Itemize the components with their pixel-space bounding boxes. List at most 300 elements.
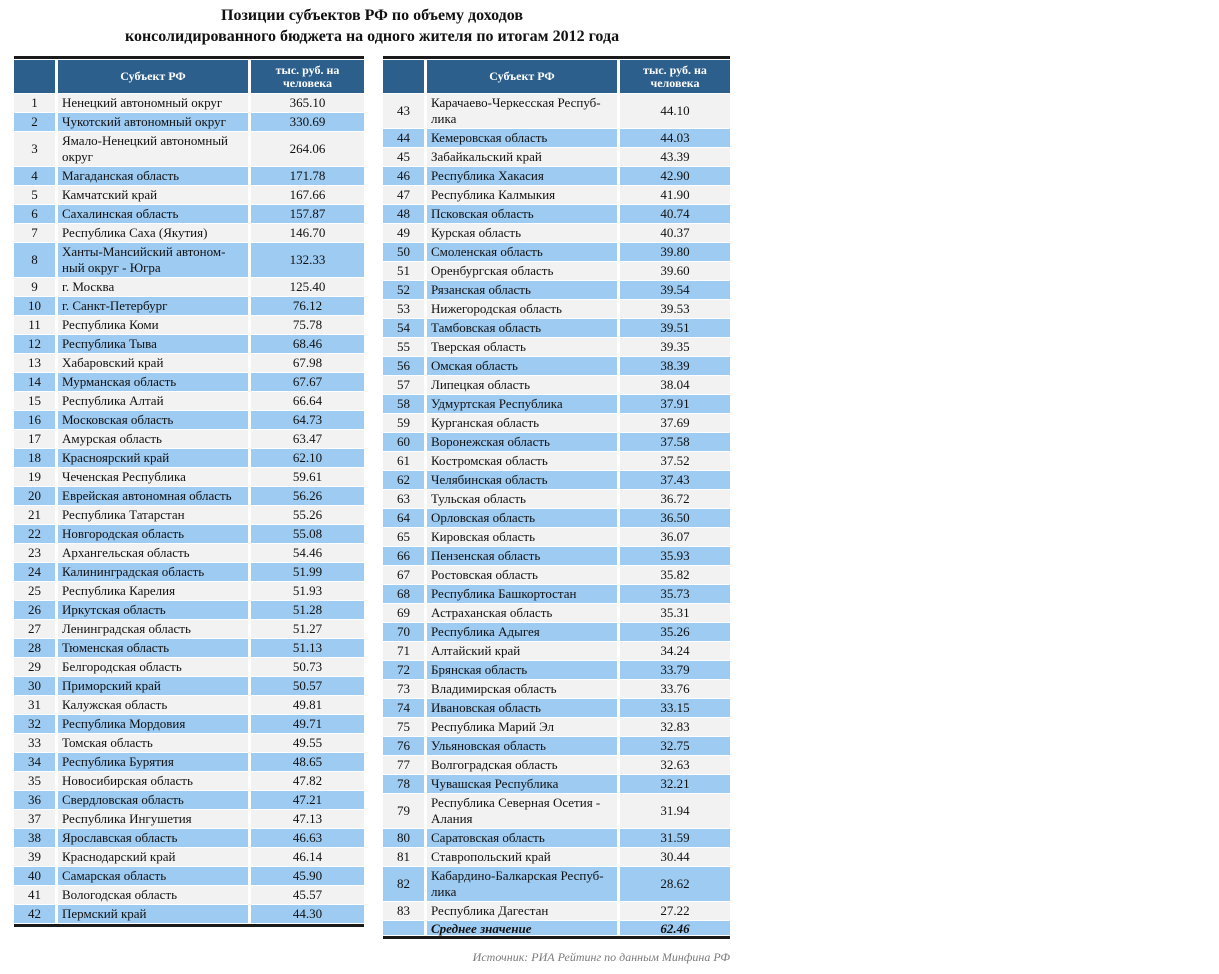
rank-cell: 13 [14, 354, 58, 372]
rank-cell: 82 [383, 867, 427, 901]
rank-cell: 47 [383, 186, 427, 204]
rank-cell: 28 [14, 639, 58, 657]
value-cell: 51.27 [251, 620, 364, 638]
header-subject: Субъект РФ [58, 60, 251, 93]
subject-cell: Республика Ингушетия [58, 810, 251, 828]
rank-cell: 61 [383, 452, 427, 470]
value-cell: 46.63 [251, 829, 364, 847]
table-row [14, 905, 364, 923]
subject-cell: Самарская область [58, 867, 251, 885]
subject-cell: Республика Хакасия [427, 167, 620, 185]
rank-cell: 7 [14, 224, 58, 242]
rank-cell: 66 [383, 547, 427, 565]
subject-cell: Калужская область [58, 696, 251, 714]
value-cell: 365.10 [251, 94, 364, 112]
rank-cell: 76 [383, 737, 427, 755]
subject-cell: Кировская область [427, 528, 620, 546]
table-row [14, 487, 364, 505]
value-cell: 32.21 [620, 775, 730, 793]
table-row [383, 775, 730, 793]
subject-cell: Камчатский край [58, 186, 251, 204]
subject-cell: Сахалинская область [58, 205, 251, 223]
table-row [14, 715, 364, 733]
value-cell: 157.87 [251, 205, 364, 223]
value-cell: 171.78 [251, 167, 364, 185]
table-row [383, 528, 730, 546]
rank-cell: 62 [383, 471, 427, 489]
subject-cell: Саратовская область [427, 829, 620, 847]
rank-cell: 71 [383, 642, 427, 660]
rank-cell: 20 [14, 487, 58, 505]
subject-cell: Кабардино-Балкарская Респуб-лика [427, 867, 620, 901]
value-cell: 46.14 [251, 848, 364, 866]
subject-cell: Астраханская область [427, 604, 620, 622]
rank-cell: 21 [14, 506, 58, 524]
subject-cell: Новгородская область [58, 525, 251, 543]
table-row [14, 373, 364, 391]
subject-cell: Оренбургская область [427, 262, 620, 280]
value-cell: 37.52 [620, 452, 730, 470]
subject-cell: Архангельская область [58, 544, 251, 562]
table-row [383, 452, 730, 470]
ranking-table-left [14, 56, 364, 927]
table-row [383, 243, 730, 261]
subject-cell: Ульяновская область [427, 737, 620, 755]
rank-cell: 15 [14, 392, 58, 410]
value-cell: 39.35 [620, 338, 730, 356]
subject-cell: Красноярский край [58, 449, 251, 467]
value-cell: 125.40 [251, 278, 364, 296]
subject-cell: Волгоградская область [427, 756, 620, 774]
rank-cell: 4 [14, 167, 58, 185]
rank-cell: 10 [14, 297, 58, 315]
rank-cell: 77 [383, 756, 427, 774]
table-row [14, 205, 364, 223]
rank-cell: 38 [14, 829, 58, 847]
value-cell: 38.04 [620, 376, 730, 394]
subject-cell: Костромская область [427, 452, 620, 470]
subject-cell: Ставропольский край [427, 848, 620, 866]
subject-cell: Иркутская область [58, 601, 251, 619]
subject-cell: Республика Тыва [58, 335, 251, 353]
value-cell: 49.81 [251, 696, 364, 714]
value-cell: 50.73 [251, 658, 364, 676]
table-row [14, 224, 364, 242]
value-cell: 31.59 [620, 829, 730, 847]
value-cell: 35.82 [620, 566, 730, 584]
table-row [14, 829, 364, 847]
table-row [14, 867, 364, 885]
value-cell: 40.74 [620, 205, 730, 223]
subject-cell: Омская область [427, 357, 620, 375]
value-cell: 30.44 [620, 848, 730, 866]
value-cell: 35.31 [620, 604, 730, 622]
table-row [14, 243, 364, 277]
value-cell: 50.57 [251, 677, 364, 695]
subject-cell: Республика Калмыкия [427, 186, 620, 204]
rank-cell: 74 [383, 699, 427, 717]
value-cell: 47.21 [251, 791, 364, 809]
value-cell: 44.10 [620, 94, 730, 128]
rank-cell: 17 [14, 430, 58, 448]
rank-cell: 30 [14, 677, 58, 695]
rank-cell: 27 [14, 620, 58, 638]
rank-cell: 14 [14, 373, 58, 391]
table-row [383, 829, 730, 847]
header-rank [14, 60, 58, 93]
rank-cell: 78 [383, 775, 427, 793]
table-row [383, 148, 730, 166]
subject-cell: Республика Алтай [58, 392, 251, 410]
rank-cell: 75 [383, 718, 427, 736]
table-row [14, 430, 364, 448]
rank-cell: 59 [383, 414, 427, 432]
rank-cell: 80 [383, 829, 427, 847]
subject-cell: Тамбовская область [427, 319, 620, 337]
table-row [14, 791, 364, 809]
value-cell: 55.26 [251, 506, 364, 524]
value-cell: 264.06 [251, 132, 364, 166]
rank-cell: 46 [383, 167, 427, 185]
table-row [383, 205, 730, 223]
table-row [14, 411, 364, 429]
subject-cell: Владимирская область [427, 680, 620, 698]
table-row [14, 601, 364, 619]
table-row [383, 94, 730, 128]
subject-cell: Белгородская область [58, 658, 251, 676]
subject-cell: Тульская область [427, 490, 620, 508]
subject-cell: Республика Дагестан [427, 902, 620, 920]
table-row [14, 506, 364, 524]
table-row [383, 414, 730, 432]
subject-cell: Курская область [427, 224, 620, 242]
table-row [14, 525, 364, 543]
subject-cell: Республика Северная Осетия - Алания [427, 794, 620, 828]
table-row [14, 297, 364, 315]
value-cell: 39.60 [620, 262, 730, 280]
table-row [383, 585, 730, 603]
table-row [383, 794, 730, 828]
value-cell: 39.80 [620, 243, 730, 261]
table-row [383, 224, 730, 242]
table-row [383, 471, 730, 489]
value-cell: 45.90 [251, 867, 364, 885]
subject-cell: Новосибирская область [58, 772, 251, 790]
value-cell: 51.99 [251, 563, 364, 581]
rank-cell: 41 [14, 886, 58, 904]
subject-cell: Республика Саха (Якутия) [58, 224, 251, 242]
rank-cell: 35 [14, 772, 58, 790]
subject-cell: Краснодарский край [58, 848, 251, 866]
table-row [14, 772, 364, 790]
value-cell: 51.28 [251, 601, 364, 619]
rank-cell: 32 [14, 715, 58, 733]
value-cell: 48.65 [251, 753, 364, 771]
table-row [383, 547, 730, 565]
value-cell: 39.51 [620, 319, 730, 337]
value-cell: 76.12 [251, 297, 364, 315]
table-row [383, 186, 730, 204]
value-cell: 34.24 [620, 642, 730, 660]
table-row [14, 449, 364, 467]
table-row [14, 658, 364, 676]
rank-cell: 31 [14, 696, 58, 714]
rank-cell: 56 [383, 357, 427, 375]
table-row [383, 319, 730, 337]
rank-cell: 11 [14, 316, 58, 334]
rank-cell: 65 [383, 528, 427, 546]
value-cell: 330.69 [251, 113, 364, 131]
rank-cell: 63 [383, 490, 427, 508]
value-cell: 55.08 [251, 525, 364, 543]
rank-cell: 83 [383, 902, 427, 920]
rank-cell: 19 [14, 468, 58, 486]
subject-cell: Рязанская область [427, 281, 620, 299]
table-row [14, 468, 364, 486]
subject-cell: Ненецкий автономный округ [58, 94, 251, 112]
value-cell: 28.62 [620, 867, 730, 901]
table-row [383, 756, 730, 774]
value-cell: 27.22 [620, 902, 730, 920]
subject-cell: Республика Бурятия [58, 753, 251, 771]
rank-cell: 2 [14, 113, 58, 131]
subject-cell: Смоленская область [427, 243, 620, 261]
subject-cell: Калининградская область [58, 563, 251, 581]
value-cell: 67.67 [251, 373, 364, 391]
subject-cell: Нижегородская область [427, 300, 620, 318]
table-row [383, 848, 730, 866]
subject-cell: Приморский край [58, 677, 251, 695]
rank-cell: 43 [383, 94, 427, 128]
subject-cell: Томская область [58, 734, 251, 752]
table-row [383, 566, 730, 584]
average-row [383, 921, 730, 935]
subject-cell: Ивановская область [427, 699, 620, 717]
value-cell: 42.90 [620, 167, 730, 185]
value-cell: 51.13 [251, 639, 364, 657]
rank-cell: 6 [14, 205, 58, 223]
table-row [383, 867, 730, 901]
subject-cell: Амурская область [58, 430, 251, 448]
rank-cell: 49 [383, 224, 427, 242]
table-row [14, 113, 364, 131]
table-row [14, 734, 364, 752]
subject-cell: Ленинградская область [58, 620, 251, 638]
value-cell: 40.37 [620, 224, 730, 242]
table-row [383, 281, 730, 299]
subject-cell: Брянская область [427, 661, 620, 679]
rank-cell: 39 [14, 848, 58, 866]
rank-cell: 69 [383, 604, 427, 622]
header-rank [383, 60, 427, 93]
subject-cell: Вологодская область [58, 886, 251, 904]
table-row [14, 563, 364, 581]
rank-cell: 5 [14, 186, 58, 204]
rank-cell: 26 [14, 601, 58, 619]
subject-cell: Кемеровская область [427, 129, 620, 147]
subject-cell: Удмуртская Республика [427, 395, 620, 413]
table-row [14, 886, 364, 904]
subject-cell: Республика Мордовия [58, 715, 251, 733]
value-cell: 43.39 [620, 148, 730, 166]
subject-cell: Чеченская Республика [58, 468, 251, 486]
rank-cell: 60 [383, 433, 427, 451]
rank-cell: 18 [14, 449, 58, 467]
value-cell: 32.75 [620, 737, 730, 755]
value-cell: 36.50 [620, 509, 730, 527]
subject-cell: Ямало-Ненецкий автономный округ [58, 132, 251, 166]
rank-cell: 64 [383, 509, 427, 527]
rank-cell: 58 [383, 395, 427, 413]
value-cell: 44.30 [251, 905, 364, 923]
value-cell: 62.10 [251, 449, 364, 467]
rank-cell: 79 [383, 794, 427, 828]
rank-cell: 40 [14, 867, 58, 885]
subject-cell: Чувашская Республика [427, 775, 620, 793]
value-cell: 38.39 [620, 357, 730, 375]
header-value: тыс. руб. на человека [620, 60, 730, 93]
subject-cell: Мурманская область [58, 373, 251, 391]
table-row [383, 737, 730, 755]
subject-cell: Челябинская область [427, 471, 620, 489]
value-cell: 33.15 [620, 699, 730, 717]
rank-cell: 68 [383, 585, 427, 603]
table-row [383, 433, 730, 451]
subject-cell: Пензенская область [427, 547, 620, 565]
value-cell: 47.13 [251, 810, 364, 828]
table-row [383, 300, 730, 318]
subject-cell: Республика Башкортостан [427, 585, 620, 603]
table-row [14, 810, 364, 828]
rank-cell: 16 [14, 411, 58, 429]
table-row [14, 278, 364, 296]
value-cell: 33.79 [620, 661, 730, 679]
rank-cell: 1 [14, 94, 58, 112]
table-row [383, 338, 730, 356]
value-cell: 36.72 [620, 490, 730, 508]
value-cell: 31.94 [620, 794, 730, 828]
value-cell: 39.54 [620, 281, 730, 299]
rank-cell: 73 [383, 680, 427, 698]
rank-cell: 52 [383, 281, 427, 299]
value-cell: 37.58 [620, 433, 730, 451]
table-row [14, 392, 364, 410]
table-row [14, 186, 364, 204]
value-cell: 45.57 [251, 886, 364, 904]
table-row [14, 354, 364, 372]
table-row [383, 262, 730, 280]
value-cell: 56.26 [251, 487, 364, 505]
header-subject: Субъект РФ [427, 60, 620, 93]
table-row [383, 395, 730, 413]
subject-cell: г. Санкт-Петербург [58, 297, 251, 315]
rank-cell: 48 [383, 205, 427, 223]
value-cell: 35.93 [620, 547, 730, 565]
subject-cell: Республика Карелия [58, 582, 251, 600]
rank-cell: 55 [383, 338, 427, 356]
table-row [14, 696, 364, 714]
table-row [383, 604, 730, 622]
average-empty-cell [383, 921, 427, 935]
average-label: Среднее значение [427, 921, 620, 935]
table-row [383, 167, 730, 185]
value-cell: 132.33 [251, 243, 364, 277]
table-row [383, 642, 730, 660]
subject-cell: Московская область [58, 411, 251, 429]
subject-cell: Псковская область [427, 205, 620, 223]
subject-cell: Ханты-Мансийский автоном-ный округ - Югра [58, 243, 251, 277]
subject-cell: Курганская область [427, 414, 620, 432]
rank-cell: 53 [383, 300, 427, 318]
rank-cell: 9 [14, 278, 58, 296]
value-cell: 75.78 [251, 316, 364, 334]
value-cell: 41.90 [620, 186, 730, 204]
rank-cell: 54 [383, 319, 427, 337]
table-row [14, 544, 364, 562]
subject-cell: Республика Коми [58, 316, 251, 334]
rank-cell: 34 [14, 753, 58, 771]
rank-cell: 51 [383, 262, 427, 280]
value-cell: 67.98 [251, 354, 364, 372]
table-row [14, 639, 364, 657]
table-header-row [14, 60, 364, 93]
rank-cell: 67 [383, 566, 427, 584]
rank-cell: 42 [14, 905, 58, 923]
table-row [383, 661, 730, 679]
title-line-1: Позиции субъектов РФ по объему доходов [221, 7, 523, 24]
table-row [14, 620, 364, 638]
table-row [14, 94, 364, 112]
table-header-row [383, 60, 730, 93]
rank-cell: 57 [383, 376, 427, 394]
value-cell: 39.53 [620, 300, 730, 318]
subject-cell: Забайкальский край [427, 148, 620, 166]
table-row [14, 753, 364, 771]
subject-cell: Орловская область [427, 509, 620, 527]
table-row [383, 509, 730, 527]
page-title [14, 5, 730, 47]
subject-cell: Чукотский автономный округ [58, 113, 251, 131]
value-cell: 47.82 [251, 772, 364, 790]
subject-cell: Ярославская область [58, 829, 251, 847]
value-cell: 49.55 [251, 734, 364, 752]
rank-cell: 12 [14, 335, 58, 353]
value-cell: 54.46 [251, 544, 364, 562]
table-row [383, 376, 730, 394]
value-cell: 32.63 [620, 756, 730, 774]
table-row [14, 316, 364, 334]
value-cell: 33.76 [620, 680, 730, 698]
rank-cell: 72 [383, 661, 427, 679]
value-cell: 32.83 [620, 718, 730, 736]
subject-cell: Хабаровский край [58, 354, 251, 372]
rank-cell: 81 [383, 848, 427, 866]
table-row [383, 699, 730, 717]
rank-cell: 8 [14, 243, 58, 277]
subject-cell: Республика Марий Эл [427, 718, 620, 736]
table-row [383, 623, 730, 641]
value-cell: 59.61 [251, 468, 364, 486]
rank-cell: 44 [383, 129, 427, 147]
table-row [383, 718, 730, 736]
value-cell: 37.43 [620, 471, 730, 489]
rank-cell: 29 [14, 658, 58, 676]
header-value: тыс. руб. на человека [251, 60, 364, 93]
subject-cell: Магаданская область [58, 167, 251, 185]
subject-cell: Тверская область [427, 338, 620, 356]
ranking-table-right [383, 56, 730, 939]
table-row [383, 902, 730, 920]
